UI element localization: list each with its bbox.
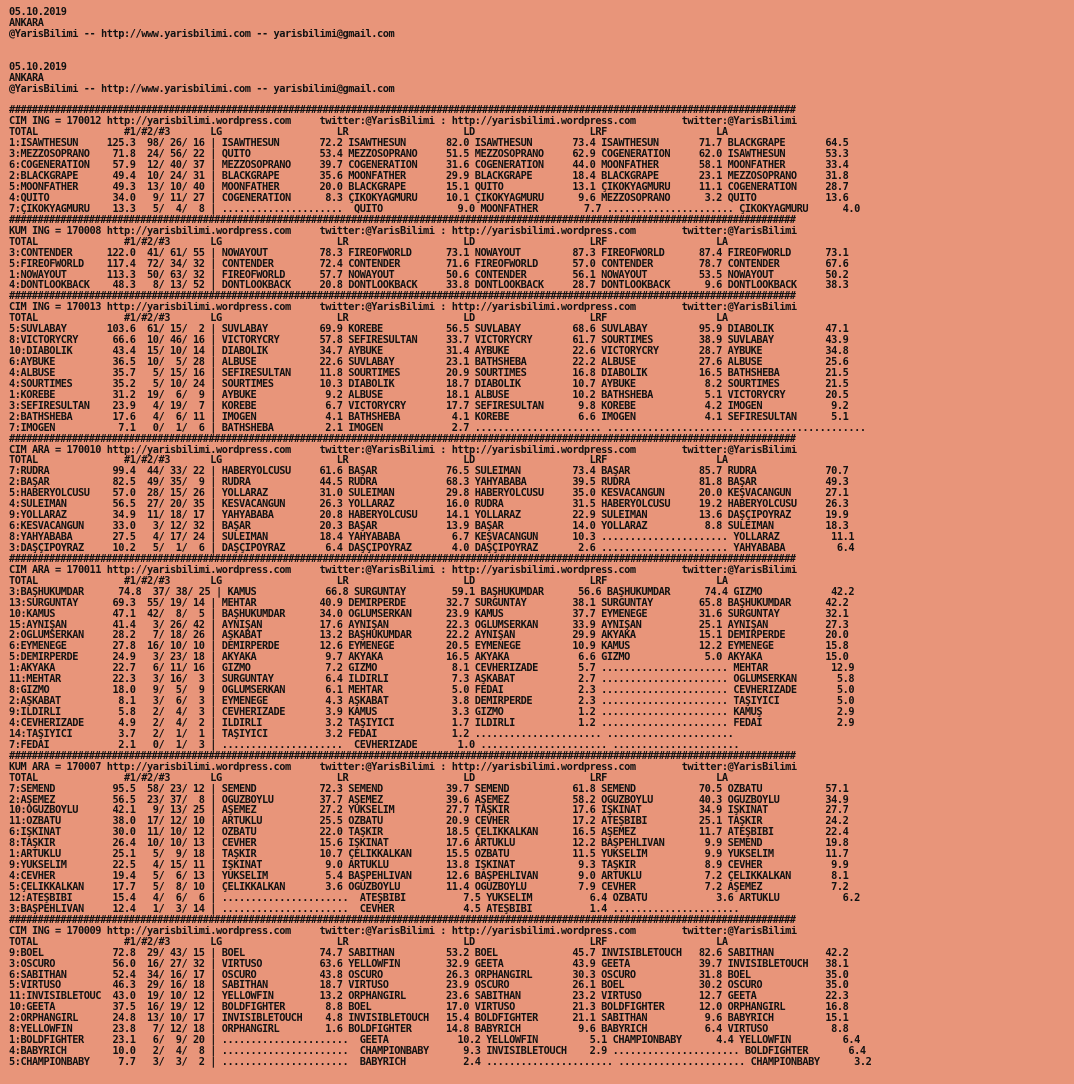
result-row: 4:SULEIMAN 56.5 27/ 20/ 35 | KESVACANGÜN 26.3 YOLLARAZ 16.0 RUDRA 31.5 HABERYOLCUSU 19.2 HABERYOLCUSU 26.3 [9,499,849,511]
result-row: 4:ALBUSE 35.7 5/ 15/ 16 | SEFİRESULTAN 11.8 SOURTIMES 20.9 SOURTIMES 16.8 DİABOLİK 16.5 BATHSHEBA 21.5 [9,367,849,379]
race-header: CIM ING = 170012 http://yarisbilimi.wordpress.com twitter:@YarisBilimi : http://yarisbilimi.wordpress.com twitter:@YarisBilimi [9,116,797,128]
result-row: 2:OGLUMSERKAN 28.2 7/ 18/ 26 | AŞKABAT 13.2 BAŞHÜKÜMDAR 22.2 AYNİŞAN 29.9 AKYAKA 15.1 DEMİRPERDE 20.0 [9,630,849,642]
result-row: 8:GİZMO 18.0 9/ 5/ 9 | OGLUMSERKAN 6.1 MEHTAR 5.0 FEDAİ 2.3 ...................... CEVHERİZADE 5.0 [9,685,855,697]
result-row: 10:DİABOLİK 43.4 15/ 10/ 14 | DİABOLİK 34.7 AYBÜKE 31.4 AYBÜKE 22.6 VICTORYCRY 28.7 AYBÜKE 34.8 [9,346,849,357]
result-row: 3:CONTENDER 122.0 41/ 61/ 55 | NOWAYOUT 78.3 FIREOFWORLD 73.1 NOWAYOUT 87.3 FIREOFWORLD 87.4 FIREOFWORLD 73.1 [9,247,849,259]
result-row: 9:YÜKSELİM 22.5 4/ 15/ 11 | IŞKINAT 9.0 ARTUKLU 13.8 IŞKINAT 9.3 TAŞKIR 8.9 CEVHER 9.9 [9,860,849,872]
race-header: CIM ING = 170009 http://yarisbilimi.wordpress.com twitter:@YarisBilimi : http://yarisbilimi.wordpress.com twitter:@YarisBilimi [9,925,797,937]
section-divider: ########################################################################################################################################## [9,433,796,445]
section-divider: ########################################################################################################################################## [9,914,796,926]
result-row: 2:ORPHANGIRL 24.8 13/ 10/ 17 | INVISIBLETOUCH 4.8 INVISIBLETOUCH 15.4 BOLDFIGHTER 21.1 SABİTHAN 9.6 BABYRICH 15.1 [9,1013,849,1025]
column-header: TOTAL #1/#2/#3 LG LR LD LRF LA [9,455,728,467]
result-row: 4:QUITO 34.0 9/ 11/ 27 | COGENERATION 8.3 ÇIKOKYAĞMURU 10.1 ÇIKOKYAĞMURU 9.6 MEZZOSOPRANO 3.2 QUITO 13.6 [9,192,849,204]
result-row: 11:MEHTAR 22.3 3/ 16/ 3 | SURGUNTAY 6.4 İLDIRLI 7.3 AŞKABAT 2.7 ...................... OGLUMSERKAN 5.8 [9,674,855,686]
result-row: 7:RUDRA 99.4 44/ 33/ 22 | HABERYOLCUSU 61.6 BAŞAR 76.5 SULEIMAN 73.4 BAŞAR 85.7 RUDRA 70.7 [9,466,849,478]
result-row: 11:ÖZBATU 38.0 17/ 12/ 10 | ARTUKLU 25.5 ÖZBATU 20.9 CEVHER 17.2 ATEŞBİBİ 25.1 TAŞKIR 24.2 [9,816,849,828]
result-row: 3:BAŞHÜKÜMDAR 74.8 37/ 38/ 25 | KAMUS 66.8 SURGUNTAY 59.1 BAŞHÜKÜMDAR 56.6 BAŞHÜKÜMDAR 74.4 GİZMO 42.2 [9,586,855,598]
result-row: 2:BAŞAR 82.5 49/ 35/ 9 | RUDRA 44.5 RUDRA 68.3 YAHYABABA 39.5 RUDRA 81.8 BAŞAR 49.3 [9,477,849,489]
result-row: 5:SUVLABAY 103.6 61/ 15/ 2 | SUVLABAY 69.9 KOREBE 56.5 SUVLABAY 68.6 SUVLABAY 95.9 DİABOLİK 47.1 [9,324,849,336]
blank-line [9,40,1069,51]
result-row: 2:BATHSHEBA 17.6 4/ 6/ 11 | IMOGEN 4.1 BATHSHEBA 4.1 KOREBE 6.6 IMOGEN 4.1 SEFİRESULTAN 5.1 [9,411,849,423]
blank-line [9,51,1069,62]
result-row: 7:SEMEND 95.5 58/ 23/ 12 | SEMEND 72.3 SEMEND 39.7 SEMEND 61.8 SEMEND 70.5 ÖZBATU 57.1 [9,783,849,795]
result-row: 7:FEDAİ 2.1 0/ 1/ 3 | ..................... CEVHERİZADE 1.0 ...................... ...................... [9,739,745,751]
result-row: 10:ÖGUZBOYLU 42.1 9/ 13/ 25 | AŞEMEZ 27.2 YÜKSELİM 27.7 TAŞKIR 17.6 IŞKINAT 34.9 IŞKINAT 27.7 [9,805,849,817]
result-row: 4:SOURTIMES 35.2 5/ 10/ 24 | SOURTIMES 10.3 DİABOLİK 18.7 DİABOLİK 10.7 AYBÜKE 8.2 SOURTIMES 21.5 [9,378,849,390]
race-header: KUM ARA = 170007 http://yarisbilimi.wordpress.com twitter:@YarisBilimi : http://yarisbilimi.wordpress.com twitter:@YarisBilimi [9,761,797,773]
result-row: 1:ARTUKLU 25.1 5/ 9/ 18 | TAŞKIR 10.7 ÇELİKKALKAN 15.5 ÖZBATU 11.5 YÜKSELİM 9.9 YÜKSELİM 11.7 [9,849,849,861]
result-row: 13:SURGUNTAY 69.3 55/ 19/ 14 | MEHTAR 40.9 DEMİRPERDE 32.7 SURGUNTAY 38.1 SURGUNTAY 65.8 BAŞHÜKÜMDAR 42.2 [9,597,849,609]
result-row: 8:TAŞKIR 26.4 10/ 10/ 13 | CEVHER 15.6 IŞKINAT 17.6 ARTUKLU 12.2 BAŞPEHLİVAN 9.9 SEMEND 19.8 [9,838,849,850]
result-row: 1:ISAWTHESUN 125.3 98/ 26/ 16 | ISAWTHESUN 72.2 ISAWTHESUN 82.0 ISAWTHESUN 73.4 ISAWTHESUN 71.7 BLACKGRAPE 64.5 [9,138,849,150]
result-row: 5:DEMİRPERDE 24.9 3/ 23/ 18 | AKYAKA 9.7 AKYAKA 16.5 AKYAKA 6.6 GİZMO 5.0 AKYAKA 15.0 [9,652,849,664]
result-row: 4:BABYRICH 10.0 2/ 4/ 8 | ...................... CHAMPIONBABY 9.3 INVISIBLETOUCH 2.9 ...................... BOLDFIGHTER 6.4 [9,1046,866,1057]
result-row: 6:KESVACANGÜN 33.0 3/ 12/ 32 | BAŞAR 20.3 BAŞAR 13.9 BAŞAR 14.0 YOLLARAZ 8.8 SULEIMAN 18.3 [9,521,849,532]
column-header: TOTAL #1/#2/#3 LG LR LD LRF LA [9,127,728,139]
blank-line [9,95,1069,106]
result-row: 4:CEVHER 19.4 5/ 6/ 13 | YÜKSELİM 5.4 BAŞPEHLİVAN 12.6 BAŞPEHLİVAN 9.0 ARTUKLU 7.2 ÇELİKKALKAN 8.1 [9,871,849,882]
result-row: 5:FIREOFWORLD 117.4 72/ 34/ 32 | CONTENDER 72.4 CONTENDER 71.6 FIREOFWORLD 57.0 CONTENDER 78.7 CONTENDER 67.6 [9,258,849,270]
race-header: CIM ING = 170013 http://yarisbilimi.wordpress.com twitter:@YarisBilimi : http://yarisbilimi.wordpress.com twitter:@YarisBilimi [9,302,797,314]
result-row: 11:INVISIBLETOUC 43.0 19/ 10/ 12 | YELLOWFIN 13.2 ORPHANGIRL 23.6 SABİTHAN 23.2 VIRTUSO 12.7 GEETA 22.3 [9,991,849,1003]
result-row: 9:YOLLARAZ 34.9 11/ 18/ 17 | YAHYABABA 20.8 HABERYOLCUSU 14.1 YOLLARAZ 22.9 SULEIMAN 13.6 DAŞÇIPOYRAZ 19.9 [9,510,849,522]
section-divider: ########################################################################################################################################## [9,750,796,762]
result-row: 3:DAŞÇIPOYRAZ 10.2 5/ 1/ 6 | DAŞÇIPOYRAZ 6.4 DAŞÇIPOYRAZ 4.0 DAŞÇIPOYRAZ 2.6 ...................... YAHYABABA 6.4 [9,542,855,554]
text-line: @YarisBilimi -- http://www.yarisbilimi.com -- yarisbilimi@gmail.com [9,28,395,40]
section-divider: ########################################################################################################################################## [9,105,796,117]
result-row: 8:YAHYABABA 27.5 4/ 17/ 24 | SULEIMAN 18.4 YAHYABABA 6.7 KEŞVACANGÜN 10.3 ...................... YOLLARAZ 11.1 [9,532,855,543]
result-row: 10:GEETA 37.5 16/ 19/ 12 | BOLDFIGHTER 8.8 BOEL 17.0 VIRTUSO 21.3 BOLDFIGHTER 12.0 ORPHANGIRL 16.8 [9,1002,849,1014]
date-line: 05.10.2019 [9,7,67,18]
result-row: 2:BLACKGRAPE 49.4 10/ 24/ 31 | BLACKGRAPE 35.6 MOONFATHER 29.9 BLACKGRAPE 18.4 BLACKGRAPE 23.1 MEZZOSOPRANO 31.8 [9,171,849,182]
column-header: TOTAL #1/#2/#3 LG LR LD LRF LA [9,313,728,325]
result-row: 4:DONTLOOKBACK 48.3 8/ 13/ 52 | DONTLOOKBACK 20.8 DONTLOOKBACK 33.8 DONTLOOKBACK 28.7 DONTLOOKBACK 9.6 DONTLOOKBACK 38.3 [9,280,849,292]
race-header: KUM ING = 170008 http://yarisbilimi.wordpress.com twitter:@YarisBilimi : http://yarisbilimi.wordpress.com twitter:@YarisBilimi [9,225,797,237]
result-row: 5:HABERYOLCUSU 57.0 28/ 15/ 26 | YOLLARAZ 31.0 SULEIMAN 29.8 HABERYOLCUSU 35.0 KESVACANGÜN 20.0 KEŞVACANGÜN 27.1 [9,488,849,500]
text-line: @YarisBilimi -- http://www.yarisbilimi.com -- yarisbilimi@gmail.com [9,83,395,95]
result-row: 6:COGENERATION 57.9 12/ 40/ 37 | MEZZOSOPRANO 39.7 COGENERATION 31.6 COGENERATION 44.0 MOONFATHER 58.1 MOONFATHER 33.4 [9,160,849,172]
result-row: 15:AYNİŞAN 41.4 3/ 26/ 42 | AYNİŞAN 17.6 AYNİŞAN 22.3 OGLUMSERKAN 33.9 AYNİŞAN 25.1 AYNİŞAN 27.3 [9,619,849,631]
result-row: 4:CEVHERİZADE 4.9 2/ 4/ 2 | İLDIRLI 3.2 TAŞIYICI 1.7 İLDIRLI 1.2 ...................... FEDAİ 2.9 [9,717,855,729]
result-row: 7:ÇIKOKYAĞMURU 13.3 5/ 4/ 8 | ..................... QUITO 9.0 MOONFATHER 7.7 ...................... ÇIKOKYAĞMURU 4.0 [9,203,860,215]
result-row: 6:EYMENEGE 27.8 16/ 10/ 10 | DEMİRPERDE 12.6 EYMENEGE 20.5 EYMENEGE 10.9 KAMUS 12.2 EYMENEGE 15.8 [9,641,849,653]
result-row: 1:BOLDFIGHTER 23.1 6/ 9/ 20 | ...................... GEETA 10.2 YELLOWFIN 5.1 CHAMPIONBABY 4.4 YELLOWFIN 6.4 [9,1035,860,1047]
result-row: 5:ÇELİKKALKAN 17.7 5/ 8/ 10 | ÇELİKKALKAN 3.6 OGUZBOYLU 11.4 OGUZBOYLU 7.9 CEVHER 7.2 AŞEMEZ 7.2 [9,882,849,893]
result-row: 3:BAŞPEHLİVAN 12.4 1/ 3/ 14 | ...................... CEVHER 4.5 ATEŞBİBİ 1.4 ...................... [9,903,745,915]
result-row: 1:AKYAKA 22.7 6/ 11/ 16 | GİZMO 7.2 GİZMO 8.1 CEVHERİZADE 5.7 ...................... MEHTAR 12.9 [9,663,855,675]
result-row: 6:IŞKINAT 30.0 11/ 10/ 12 | ÖZBATU 22.0 TAŞKIR 18.5 ÇELİKKALKAN 16.5 AŞEMEZ 11.7 ATEŞBİBİ 22.4 [9,827,849,839]
column-header: TOTAL #1/#2/#3 LG LR LD LRF LA [9,575,728,587]
result-row: 5:VIRTUSO 46.3 29/ 16/ 18 | SABİTHAN 18.7 VIRTUSO 23.9 OSCURO 26.1 BOEL 30.2 OSCURO 35.0 [9,980,849,992]
text-line: ANKARA [9,72,44,84]
result-row: 14:TAŞIYICI 3.7 2/ 1/ 1 | TAŞIYICI 3.2 FEDAİ 1.2 ...................... ...................... [9,728,740,740]
result-row: 9:İLDIRLI 5.8 2/ 4/ 3 | CEVHERİZADE 3.9 KAMUS 3.3 GİZMO 1.2 ...................... KAMUŞ 2.9 [9,707,855,718]
result-row: 3:OSCURO 56.0 16/ 27/ 32 | VIRTUSO 63.6 YELLOWFIN 32.9 GEETA 43.9 GEETA 39.7 INVISIBLETOUCH 38.1 [9,958,849,970]
result-row: 9:BOEL 72.8 29/ 43/ 15 | BOEL 74.7 SABİTHAN 53.2 BOEL 45.7 INVISIBLETOUCH 82.6 SABİTHAN 42.2 [9,947,849,959]
result-row: 2:AŞKABAT 8.1 3/ 6/ 3 | EYMENEGE 4.3 AŞKABAT 3.8 DEMİRPERDE 2.3 ...................... TAŞIYICI 5.0 [9,696,855,707]
result-row: 1:KOREBE 31.2 19/ 6/ 9 | AYBÜKE 9.2 ALBUSE 18.1 ALBUSE 10.2 BATHSHEBA 5.1 VICTORYCRY 20.5 [9,389,849,401]
result-row: 8:VICTORYCRY 66.6 10/ 46/ 16 | VICTORYCRY 57.8 SEFİRESULTAN 33.7 VICTORYCRY 61.7 SOURTIMES 38.9 SUVLABAY 43.9 [9,335,849,347]
text-line: ANKARA [9,17,44,29]
section-divider: ########################################################################################################################################## [9,291,796,303]
result-row: 12:ATEŞBİBİ 15.4 4/ 6/ 6 | ...................... ATEŞBİBİ 7.5 YÜKSELİM 6.4 ÖZBATU 3.6 ARTUKLU 6.2 [9,892,860,904]
result-row: 6:AYBÜKE 36.5 10/ 5/ 28 | ALBUSE 22.6 SUVLABAY 23.1 BATHSHEBA 22.2 ALBUSE 27.6 ALBUSE 25.6 [9,357,849,368]
race-results-document [9,7,1069,1068]
result-row: 5:MOONFATHER 49.3 13/ 10/ 40 | MOONFATHER 20.0 BLACKGRAPE 15.1 QUITO 13.1 ÇIKOKYAĞMURU 11.1 COGENERATION 28.7 [9,182,849,193]
result-row: 1:NOWAYOUT 113.3 50/ 63/ 32 | FIREOFWORLD 57.7 NOWAYOUT 50.6 CONTENDER 56.1 NOWAYOUT 53.5 NOWAYOUT 50.2 [9,269,849,281]
result-row: 3:MEZZOSOPRANO 71.8 24/ 56/ 22 | QUITO 53.4 MEZZOSOPRANO 51.5 MEZZOSOPRANO 62.9 COGENERATION 62.0 ISAWTHESUN 53.3 [9,149,849,161]
result-row: 2:AŞEMEZ 56.5 23/ 37/ 8 | OGUZBOYLU 37.7 AŞEMEZ 39.6 AŞEMEZ 58.2 OGUZBOYLU 40.3 OGUZBOYLU 34.9 [9,794,849,806]
column-header: TOTAL #1/#2/#3 LG LR LD LRF LA [9,236,728,248]
column-header: TOTAL #1/#2/#3 LG LR LD LRF LA [9,936,728,948]
date-line: 05.10.2019 [9,61,67,73]
result-row: 6:SABİTHAN 52.4 34/ 16/ 17 | OSCURO 43.8 OSCURO 26.3 ORPHANGIRL 30.3 OSCURO 31.8 BOEL 35.0 [9,969,849,981]
result-row: 3:SEFİRESULTAN 23.9 4/ 19/ 7 | KOREBE 6.7 VICTORYCRY 17.7 SEFİRESULTAN 9.8 KOREBE 4.2 IMOGEN 9.2 [9,400,849,412]
section-divider: ########################################################################################################################################## [9,214,796,226]
result-row: 7:IMOGEN 7.1 0/ 1/ 6 | BATHSHEBA 2.1 IMOGEN 2.7 ...................... ...................... ...................... [9,422,866,434]
race-header: CIM ARA = 170011 http://yarisbilimi.wordpress.com twitter:@YarisBilimi : http://yarisbilimi.wordpress.com twitter:@YarisBilimi [9,564,797,576]
section-divider: ########################################################################################################################################## [9,553,796,565]
column-header: TOTAL #1/#2/#3 LG LR LD LRF LA [9,772,728,784]
result-row: 5:CHAMPIONBABY 7.7 3/ 3/ 2 | ...................... BABYRICH 2.4 ...................... ...................... CHAMPIONBABY 3.2 [9,1057,872,1068]
result-row: 8:YELLOWFIN 23.8 7/ 12/ 18 | ORPHANGIRL 1.6 BOLDFIGHTER 14.8 BABYRICH 9.6 BABYRICH 6.4 VIRTUSO 8.8 [9,1024,849,1036]
result-row: 10:KAMUS 47.1 42/ 8/ 5 | BAŞHÜKÜMDAR 34.0 OGLUMSERKAN 23.9 KAMUS 37.7 EYMENEGE 31.6 SURGUNTAY 32.1 [9,608,849,620]
race-header: CIM ARA = 170010 http://yarisbilimi.wordpress.com twitter:@YarisBilimi : http://yarisbilimi.wordpress.com twitter:@YarisBilimi [9,444,797,456]
